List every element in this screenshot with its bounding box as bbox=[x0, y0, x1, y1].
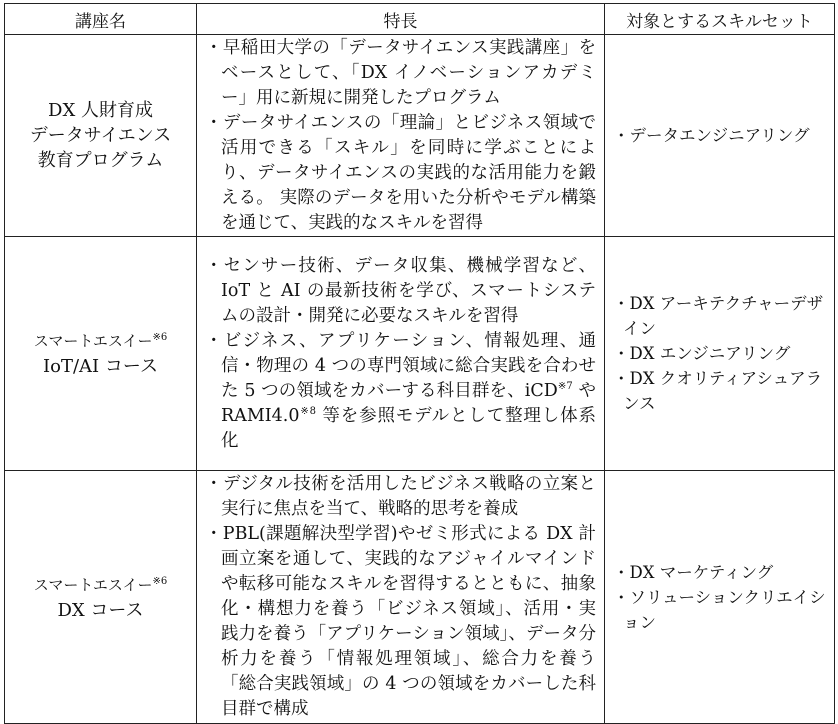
feature-bullet: ・デジタル技術を活用したビジネス戦略の立案と実行に焦点を当て、戦略的思考を養成 bbox=[205, 474, 596, 519]
feature-bullet: ・データサイエンスの「理論」とビジネス領域で活用できる「スキル」を同時に学ぶことにより、データサイエンスの実践的な活用能力を鍛える。 実際のデータを用いた分析やモデル構築を通じて、実践的なスキルを習得 bbox=[205, 112, 596, 233]
course-name-line: DX コース bbox=[57, 599, 144, 621]
course-name-line: データサイエンス bbox=[29, 125, 172, 146]
skill-item: ・データエンジニアリング bbox=[613, 126, 810, 145]
footnote-ref: ※7 bbox=[557, 380, 573, 392]
skill-item: ・DX エンジニアリング bbox=[613, 344, 791, 363]
features-cell bbox=[197, 35, 605, 237]
footnote-ref: ※6 bbox=[152, 575, 168, 587]
course-name-cell bbox=[5, 471, 197, 724]
course-name-line: DX 人財育成 bbox=[48, 100, 153, 121]
features-cell bbox=[197, 471, 605, 724]
course-name-line: 教育プログラム bbox=[37, 150, 164, 171]
features-cell bbox=[197, 237, 605, 471]
header-row bbox=[5, 4, 835, 35]
course-name-line: スマートエスイー$^{※6}$ bbox=[33, 332, 168, 350]
skill-item: ・DX マーケティング bbox=[613, 562, 774, 582]
course-name-line: スマートエスイー$^{※6}$ bbox=[33, 575, 168, 594]
header-features: 特長 bbox=[197, 4, 605, 35]
feature-bullet: ・早稲田大学の「データサイエンス実践講座」をベースとして、「DX イノベーションアカデミー」用に新規に開発したプログラム bbox=[205, 37, 596, 108]
course-name-cell bbox=[5, 35, 197, 237]
feature-bullet: ・センサー技術、データ収集、機械学習など、IoT と AI の最新技術を学び、スマートシステムの設計・開発に必要なスキルを習得 bbox=[205, 255, 596, 326]
skills-cell bbox=[605, 35, 835, 237]
skills-cell bbox=[605, 237, 835, 471]
header-course-name: 講座名 bbox=[5, 4, 197, 35]
course-name-line: IoT/AI コース bbox=[43, 356, 158, 377]
table-row bbox=[5, 35, 835, 237]
skill-item: ・DX アーキテクチャーデザイン bbox=[613, 294, 824, 338]
feature-bullet: ・PBL(課題解決型学習)やゼミ形式による DX 計画立案を通して、実践的なアジャイルマインドや転移可能なスキルを習得するとともに、抽象化・構想力を養う「ビジネス領域」、活用・実践力を養う「アプリケーション領域」、データ分析力を養う「情報処理領域」、総合力を養う「総合実践領域」の 4 つの領域をカバーした科目群で構成 bbox=[205, 524, 596, 719]
course-table bbox=[4, 3, 835, 724]
table-row bbox=[5, 237, 835, 471]
skills-cell bbox=[605, 471, 835, 724]
table-row bbox=[5, 471, 835, 724]
footnote-ref: ※8 bbox=[299, 405, 316, 417]
header-skillset: 対象とするスキルセット bbox=[605, 4, 835, 35]
footnote-ref: ※6 bbox=[152, 332, 168, 343]
course-name-cell bbox=[5, 237, 197, 471]
skill-item: ・ソリューションクリエイション bbox=[613, 587, 826, 632]
skill-item: ・DX クオリティアシュアランス bbox=[613, 369, 823, 413]
feature-bullet: ・ビジネス、アプリケーション、情報処理、通信・物理の 4 つの専門領域に総合実践を合わせた 5 つの領域をカバーする科目群を、iCD$^{※7}$ や RAMI4.0$^{※8}$ 等を参照モデルとして整理し体系化 bbox=[205, 330, 597, 451]
